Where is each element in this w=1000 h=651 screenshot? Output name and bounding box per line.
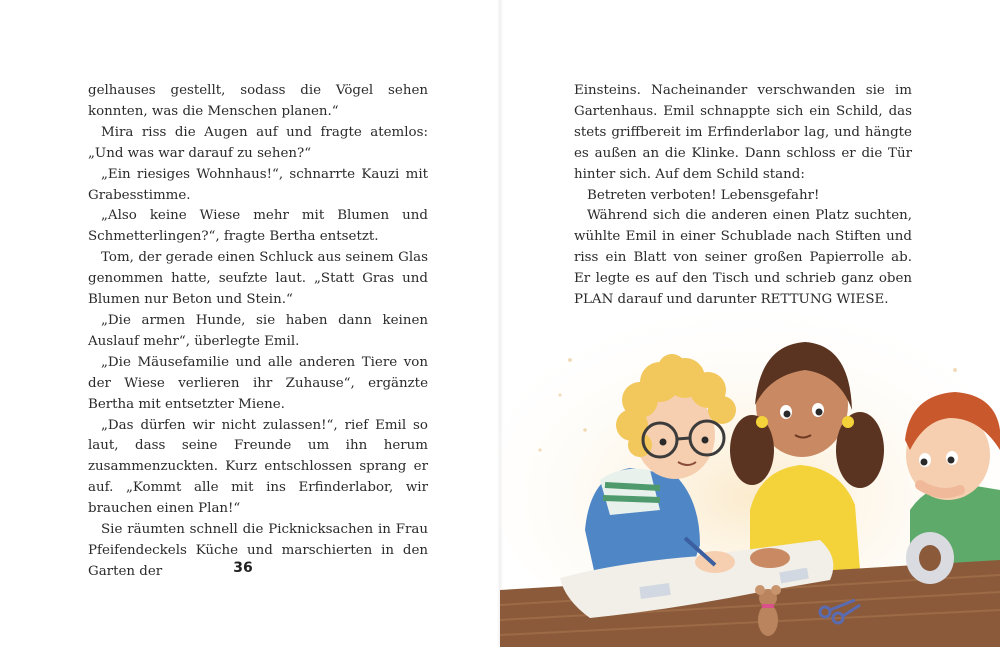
hand bbox=[750, 548, 790, 568]
eye bbox=[702, 437, 709, 444]
left-page bbox=[0, 0, 500, 647]
hair-tie bbox=[756, 416, 768, 428]
pupil bbox=[921, 459, 928, 466]
pupil bbox=[816, 409, 823, 416]
tape-roll-icon bbox=[906, 532, 954, 584]
paragraph: Tom, der gerade einen Schluck aus seinem Glas genommen hatte, seufzte laut. „Statt Gras und Blumen nur Beton und Stein.“ bbox=[88, 250, 428, 308]
hair-tie bbox=[842, 416, 854, 428]
paragraph: gelhauses gestellt, sodass die Vögel sehen konnten, was die Menschen planen.“ bbox=[88, 83, 428, 119]
page-number: 36 bbox=[233, 560, 253, 576]
paragraph: Einsteins. Nacheinander verschwanden sie im Gartenhaus. Emil schnappte sich ein Schild, das stets griffbereit im Erfinderlabor lag, und hängte es außen an die Klinke. Dann schloss er die Tür hinter sich. Auf dem Schild stand: bbox=[574, 83, 912, 182]
paragraph: Mira riss die Augen auf und fragte atemlos: „Und was war darauf zu sehen?“ bbox=[88, 124, 428, 161]
paragraph: „Das dürfen wir nicht zulassen!“, rief Emil so laut, dass seine Freunde um ihn herum zusammenzuckten. Kurz entschlossen sprang er auf. „Kommt alle mit ins Erfinderlabor, wir brauchen einen Plan!“ bbox=[88, 417, 428, 517]
paragraph: „Also keine Wiese mehr mit Blumen und Schmetterlingen?“, fragte Bertha entsetzt. bbox=[88, 208, 428, 245]
right-page bbox=[500, 0, 1000, 647]
left-page-text bbox=[88, 81, 428, 583]
paragraph: „Die Mäusefamilie und alle anderen Tiere von der Wiese verlieren ihr Zuhause“, ergänzte Bertha mit entsetzter Miene. bbox=[88, 354, 428, 412]
girl-pigtail-left bbox=[730, 415, 774, 485]
right-page-text bbox=[574, 81, 912, 311]
paragraph: „Ein riesiges Wohnhaus!“, schnarrte Kauzi mit Grabesstimme. bbox=[88, 166, 428, 203]
pupil bbox=[784, 411, 791, 418]
eye bbox=[660, 439, 667, 446]
illustration-children-planning bbox=[500, 300, 1000, 647]
paragraph: „Die armen Hunde, sie haben dann keinen Auslauf mehr“, überlegte Emil. bbox=[88, 312, 428, 349]
boy-shirt bbox=[600, 469, 660, 515]
paragraph: Betreten verboten! Lebensgefahr! bbox=[587, 187, 820, 203]
illustration-svg bbox=[500, 300, 1000, 647]
paragraph: Sie räumten schnell die Picknicksachen in Frau Pfeifendeckels Küche und marschierten in den Garten der bbox=[88, 522, 428, 579]
paragraph: Während sich die anderen einen Platz suchten, wühlte Emil in einer Schublade nach Stiften und riss ein Blatt von seiner großen Papierrolle ab. Er legte es auf den Tisch und schrieb ganz oben PLAN darauf und darunter RETTUNG WIESE. bbox=[574, 208, 912, 308]
pupil bbox=[948, 457, 955, 464]
